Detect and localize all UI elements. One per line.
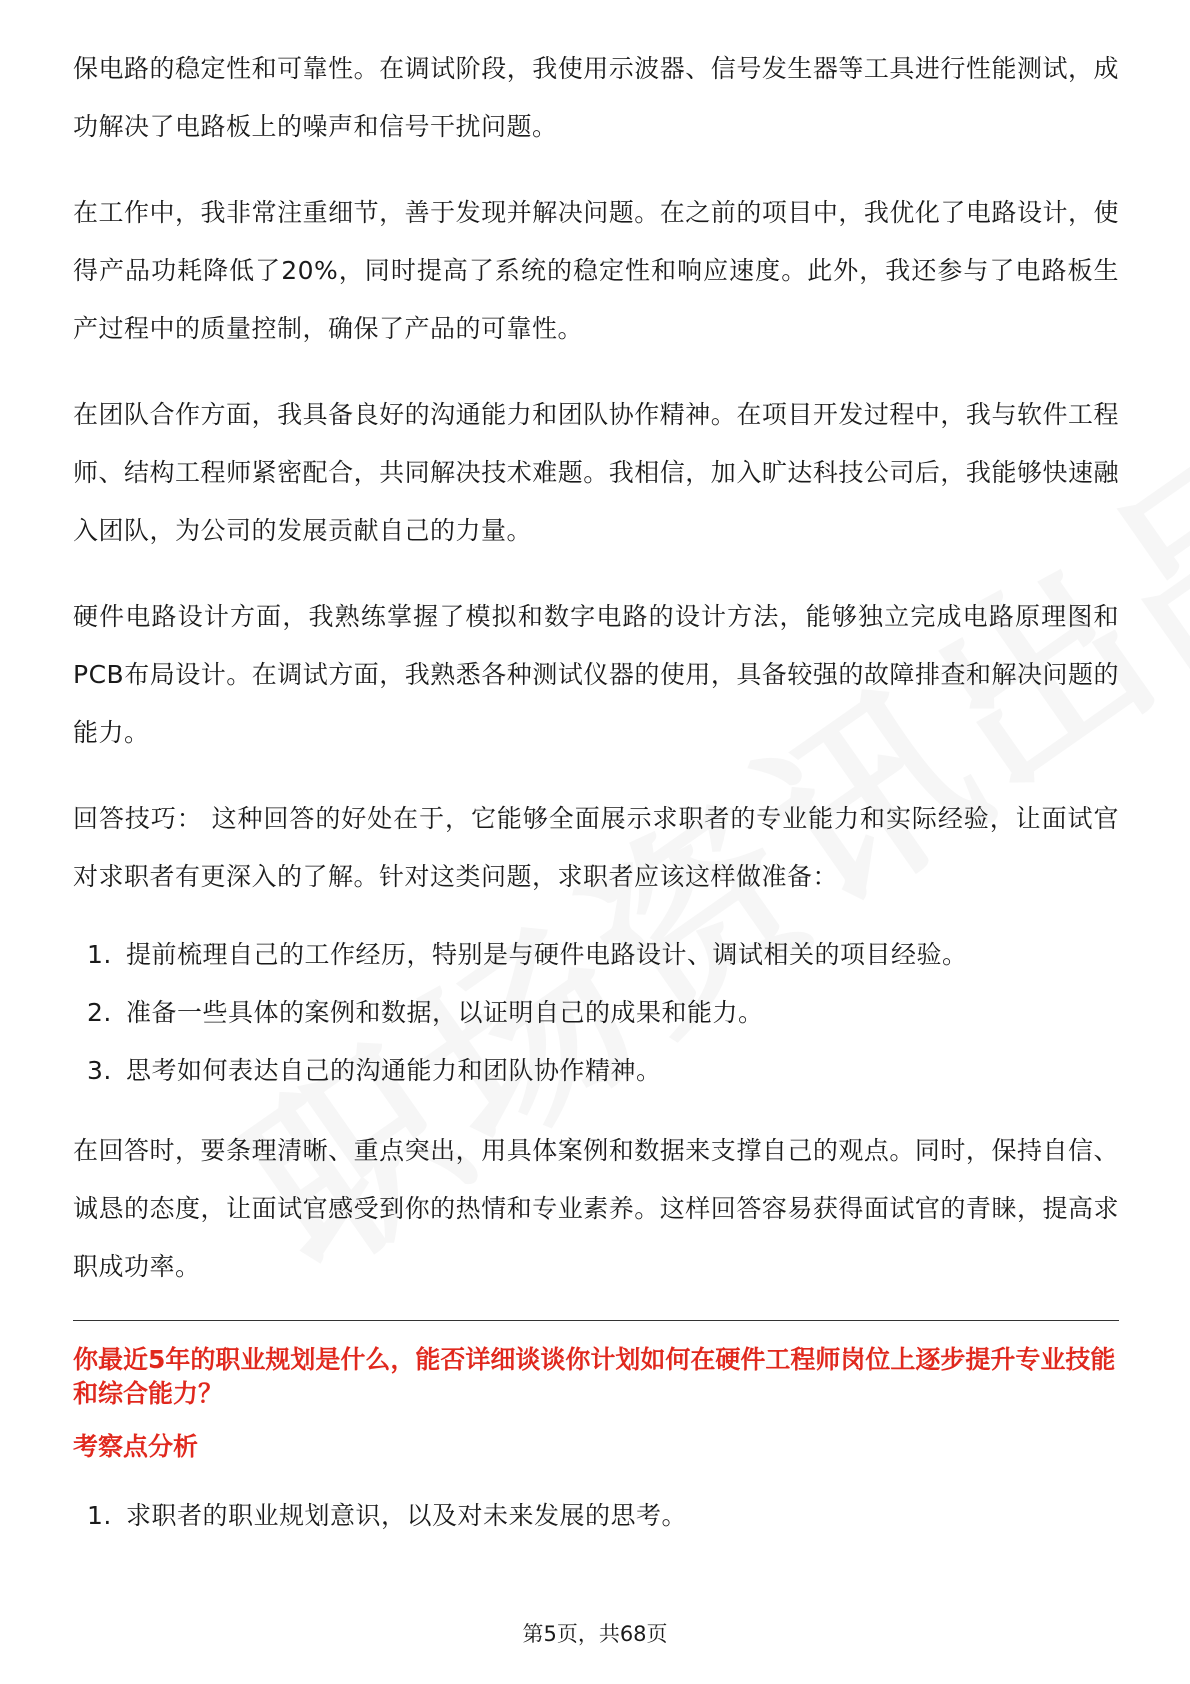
list-item-text: 求职者的职业规划意识，以及对未来发展的思考。 bbox=[126, 1501, 688, 1530]
document-page bbox=[73, 40, 1119, 1573]
paragraph-detail-work: 在工作中，我非常注重细节，善于发现并解决问题。在之前的项目中，我优化了电路设计，使得产品功耗降低了20%，同时提高了系统的稳定性和响应速度。此外，我还参与了电路板生产过程中的质量控制，确保了产品的可靠性。 bbox=[73, 198, 1119, 343]
list-item bbox=[73, 1042, 1119, 1100]
list-item-text: 准备一些具体的案例和数据，以证明自己的成果和能力。 bbox=[126, 998, 764, 1027]
list-item-text: 思考如何表达自己的沟通能力和团队协作精神。 bbox=[126, 1056, 662, 1085]
list-item bbox=[73, 926, 1119, 984]
list-item-number: 2. bbox=[87, 998, 112, 1027]
list-item bbox=[73, 984, 1119, 1042]
question-heading: 你最近5年的职业规划是什么，能否详细谈谈你计划如何在硬件工程师岗位上逐步提升专业技能和综合能力？ bbox=[73, 1345, 1116, 1408]
list-item-number: 3. bbox=[87, 1056, 112, 1085]
analysis-title: 考察点分析 bbox=[73, 1432, 199, 1461]
paragraph-test-result: 保电路的稳定性和可靠性。在调试阶段，我使用示波器、信号发生器等工具进行性能测试，成功解决了电路板上的噪声和信号干扰问题。 bbox=[73, 54, 1119, 141]
paragraph-closing: 在回答时，要条理清晰、重点突出，用具体案例和数据来支撑自己的观点。同时，保持自信、诚恳的态度，让面试官感受到你的热情和专业素养。这样回答容易获得面试官的青睐，提高求职成功率。 bbox=[73, 1136, 1119, 1281]
paragraph-teamwork: 在团队合作方面，我具备良好的沟通能力和团队协作精神。在项目开发过程中，我与软件工程师、结构工程师紧密配合，共同解决技术难题。我相信，加入旷达科技公司后，我能够快速融入团队，为公司的发展贡献自己的力量。 bbox=[73, 400, 1119, 545]
list-item-number: 1. bbox=[87, 940, 112, 969]
list-item-number: 1. bbox=[87, 1501, 112, 1530]
list-item-text: 提前梳理自己的工作经历，特别是与硬件电路设计、调试相关的项目经验。 bbox=[126, 940, 968, 969]
analysis-list bbox=[73, 1487, 1119, 1545]
paragraph-circuit-design: 硬件电路设计方面，我熟练掌握了模拟和数字电路的设计方法，能够独立完成电路原理图和PCB布局设计。在调试方面，我熟悉各种测试仪器的使用，具备较强的故障排查和解决问题的能力。 bbox=[73, 602, 1119, 747]
section-divider bbox=[73, 1320, 1119, 1321]
list-item bbox=[73, 1487, 1119, 1545]
page-footer: 第5页，共68页 bbox=[522, 1622, 668, 1646]
tips-list bbox=[73, 926, 1119, 1100]
paragraph-answer-tips: 回答技巧： 这种回答的好处在于，它能够全面展示求职者的专业能力和实际经验，让面试官对求职者有更深入的了解。针对这类问题，求职者应该这样做准备： bbox=[73, 804, 1119, 891]
